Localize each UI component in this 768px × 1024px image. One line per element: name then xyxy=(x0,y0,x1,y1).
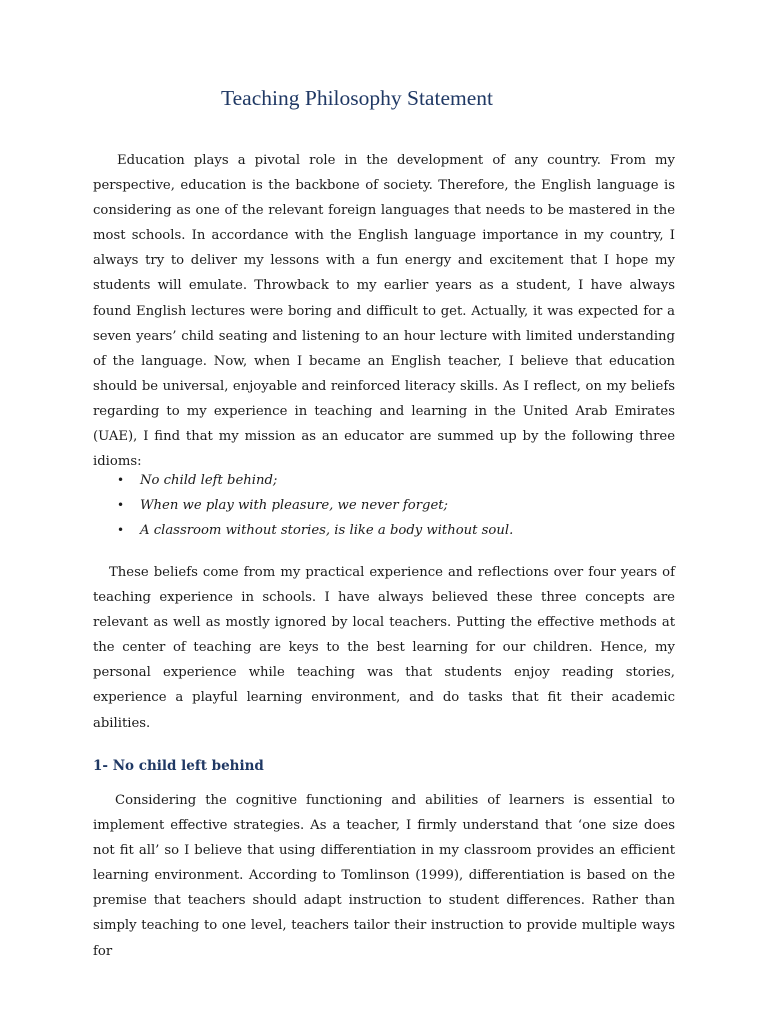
beliefs-paragraph: These beliefs come from my practical experience and reflections over four years of teaching experience in schools. I have always believed these three concepts are relevant as well as mostly ignored by local teachers. Putting the effective methods at the center of teaching are keys to the best learning for our children. Hence, my personal experience while teaching was that students enjoy reading stories, experience a playful learning environment, and do tasks that fit their academic abilities. xyxy=(93,565,675,731)
idiom-text: No child left behind; xyxy=(140,473,278,488)
idioms-list xyxy=(93,468,675,544)
section-paragraph: Considering the cognitive functioning and abilities of learners is essential to implement effective strategies. As a teacher, I firmly understand that ‘one size does not fit all’ so I believe that using differentiation in my classroom provides an efficient learning environment. According to Tomlinson (1999), differentiation is based on the premise that teachers should adapt instruction to student differences. Rather than simply teaching to one level, teachers tailor their instruction to provide multiple ways for xyxy=(93,793,675,959)
intro-paragraph: Education plays a pivotal role in the development of any country. From my perspective, education is the backbone of society. Therefore, the English language is considering as one of the relevant foreign languages that needs to be mastered in the most schools. In accordance with the English language importance in my country, I always try to deliver my lessons with a fun energy and excitement that I hope my students will emulate. Throwback to my earlier years as a student, I have always found English lectures were boring and difficult to get. Actually, it was expected for a seven years’ child seating and listening to an hour lecture with limited understanding of the language. Now, when I became an English teacher, I believe that education should be universal, enjoyable and reinforced literacy skills. As I reflect, on my beliefs regarding to my experience in teaching and learning in the United Arab Emirates (UAE), I find that my mission as an educator are summed up by the following three idioms: xyxy=(93,153,675,470)
section-heading: 1- No child left behind xyxy=(93,758,264,774)
list-item xyxy=(93,468,675,493)
idiom-text: A classroom without stories, is like a body without soul. xyxy=(140,523,514,539)
page-title: Teaching Philosophy Statement xyxy=(221,86,493,110)
idiom-text: When we play with pleasure, we never forget; xyxy=(140,498,449,514)
bullet-icon: • xyxy=(117,498,125,513)
bullet-icon: • xyxy=(117,473,125,487)
list-item xyxy=(93,518,675,543)
bullet-icon: • xyxy=(117,523,125,538)
list-item xyxy=(93,493,675,518)
